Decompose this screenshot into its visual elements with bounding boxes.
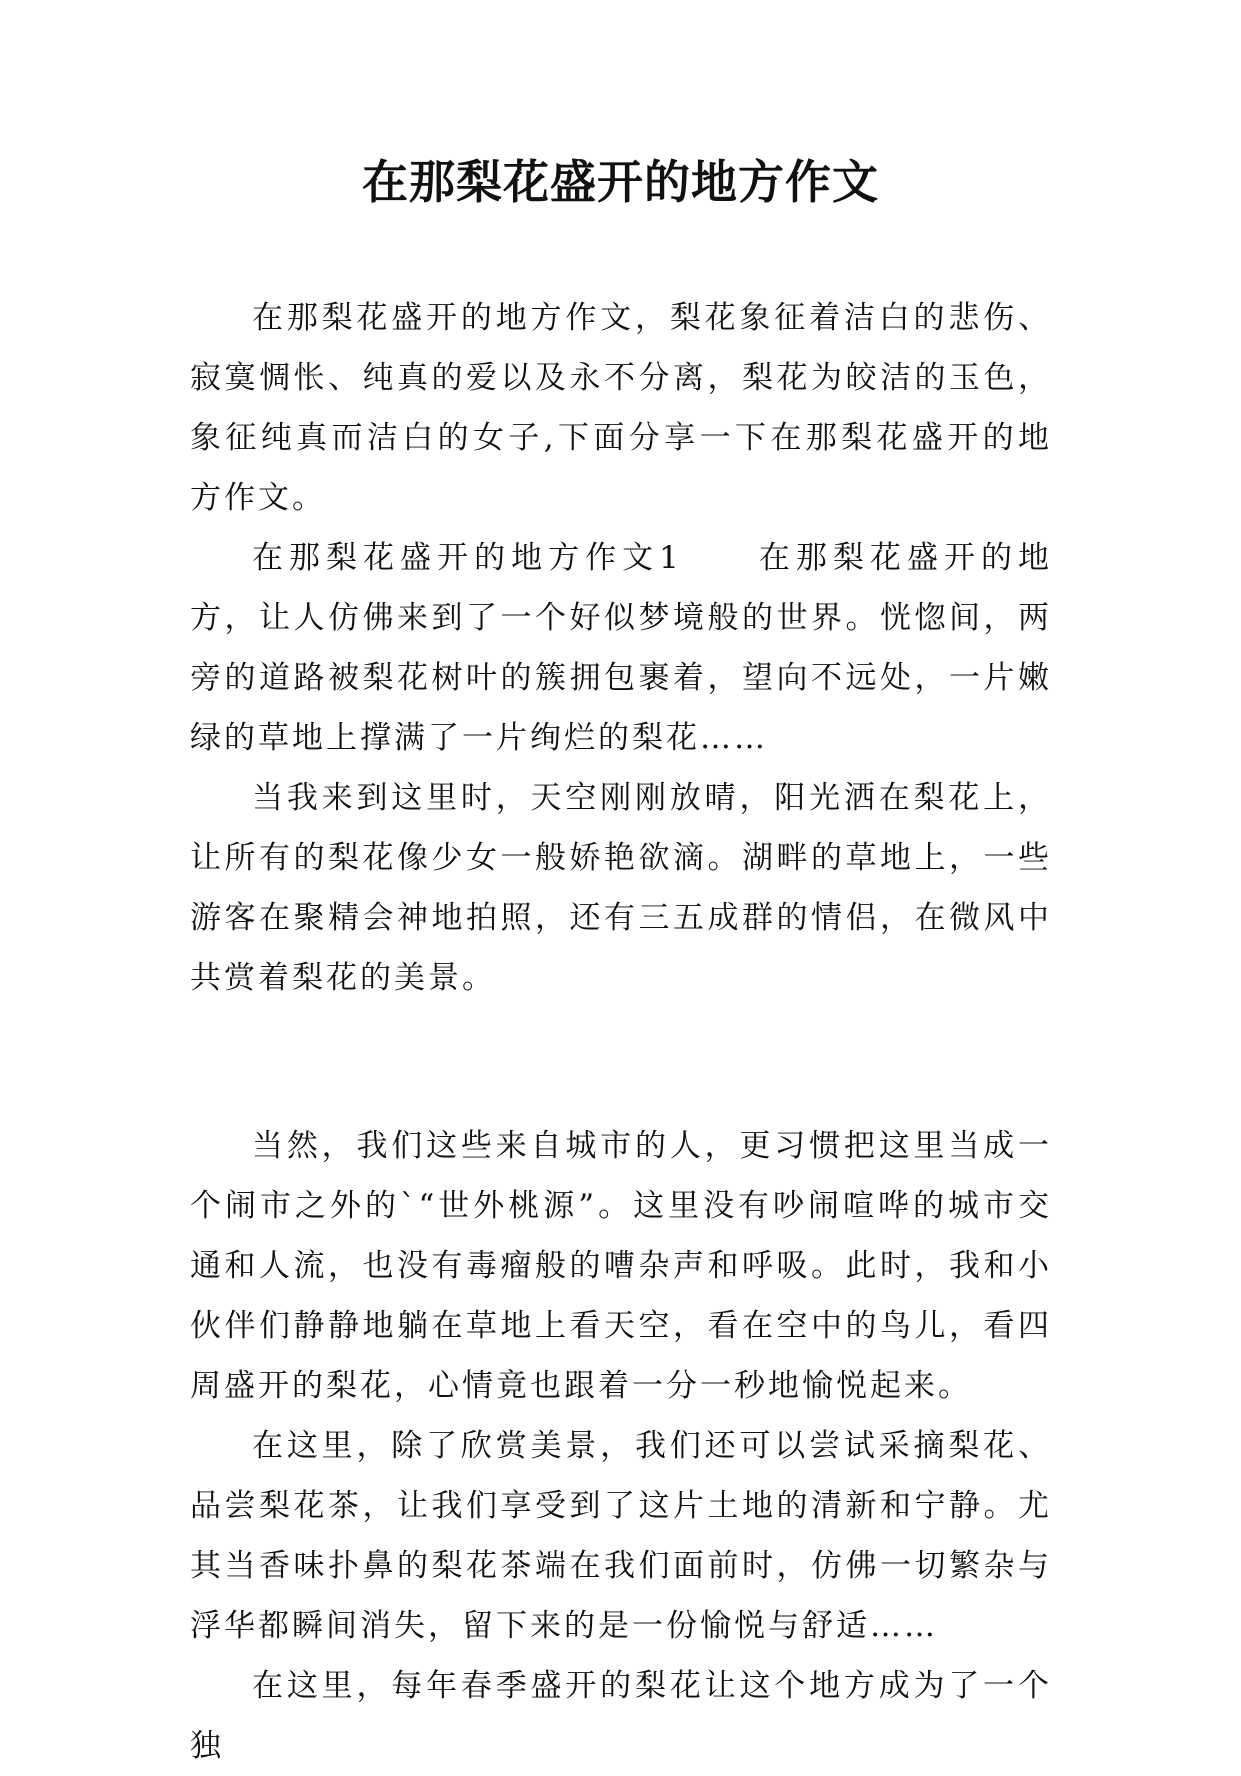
paragraph-city-people: 当然，我们这些来自城市的人，更习惯把这里当成一个闹市之外的`“世外桃源”。这里没有吵闹喧哗的城市交通和人流，也没有毒瘤般的嘈杂声和呼吸。此时，我和小伙伴们静静地躺在草地上看天空，看在空中的鸟儿，看四周盛开的梨花，心情竟也跟着一分一秒地愉悦起来。 — [190, 1128, 1052, 1404]
paragraph-picking-flowers: 在这里，除了欣赏美景，我们还可以尝试采摘梨花、品尝梨花茶，让我们享受到了这片土地的清新和宁静。尤其当香味扑鼻的梨花茶端在我们面前时，仿佛一切繁杂与浮华都瞬间消失，留下来的是一份愉悦与舒适…… — [190, 1428, 1052, 1644]
paragraph-spacer — [190, 1008, 1052, 1116]
document-body — [190, 288, 1052, 1776]
paragraph-arrival: 当我来到这里时，天空刚刚放晴，阳光洒在梨花上，让所有的梨花像少女一般娇艳欲滴。湖畔的草地上，一些游客在聚精会神地拍照，还有三五成群的情侣，在微风中共赏着梨花的美景。 — [190, 780, 1052, 996]
paragraph-intro: 在那梨花盛开的地方作文，梨花象征着洁白的悲伤、寂寞惆怅、纯真的爱以及永不分离，梨花为皎洁的玉色，象征纯真而洁白的女子,下面分享一下在那梨花盛开的地方作文。 — [190, 300, 1052, 516]
paragraph-essay-1-opening: 在那梨花盛开的地方作文1 在那梨花盛开的地方，让人仿佛来到了一个好似梦境般的世界。恍惚间，两旁的道路被梨花树叶的簇拥包裹着，望向不远处，一片嫩绿的草地上撑满了一片绚烂的梨花…… — [190, 540, 1052, 756]
document-title: 在那梨花盛开的地方作文 — [362, 155, 879, 209]
paragraph-spring-bloom: 在这里，每年春季盛开的梨花让这个地方成为了一个独 — [190, 1668, 1052, 1764]
